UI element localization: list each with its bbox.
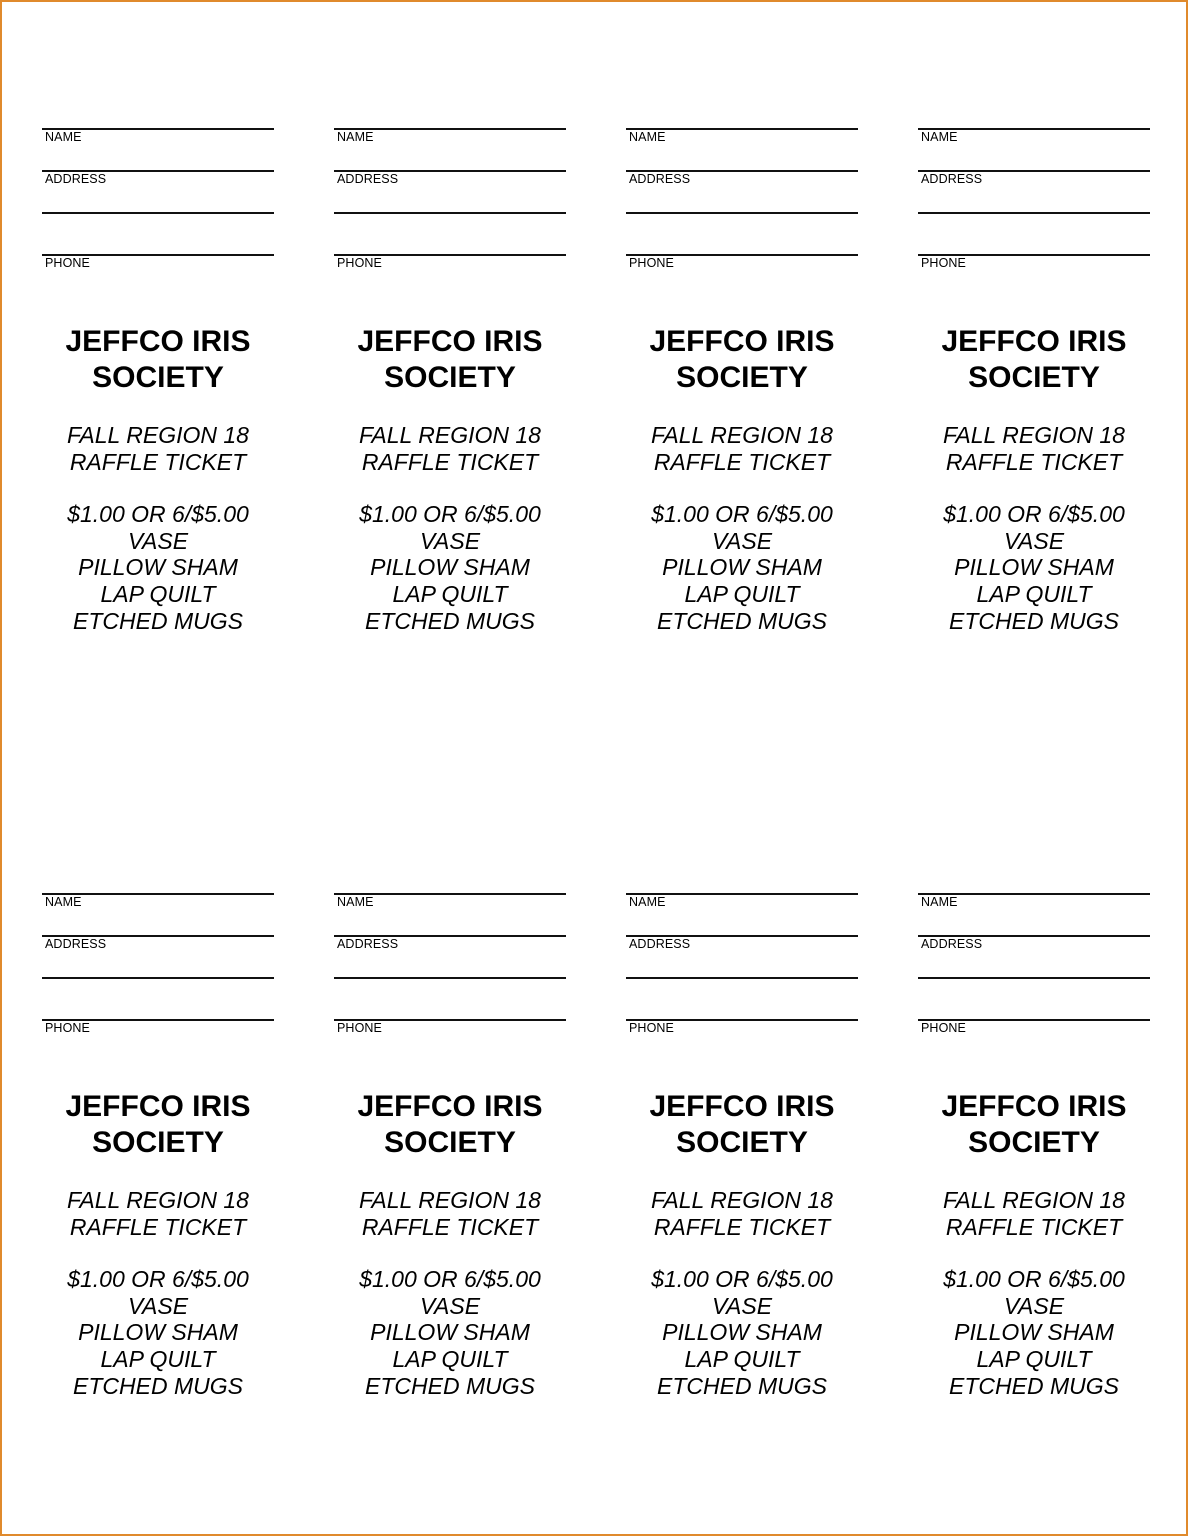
org-line-2: SOCIETY (676, 361, 808, 394)
prize-item: ETCHED MUGS (365, 607, 535, 634)
address-label: ADDRESS (45, 172, 107, 186)
org-line-1: JEFFCO IRIS (941, 1090, 1127, 1123)
org-line-1: JEFFCO IRIS (357, 325, 543, 358)
price-text: $1.00 OR 6/$5.00 (651, 1266, 833, 1293)
address-line-2 (918, 212, 1150, 214)
prize-item: ETCHED MUGS (657, 607, 827, 634)
ticket-details (606, 422, 878, 634)
ticket-details (898, 1187, 1170, 1399)
org-line-2: SOCIETY (384, 361, 516, 394)
price-text: $1.00 OR 6/$5.00 (943, 501, 1125, 528)
org-line-1: JEFFCO IRIS (65, 325, 251, 358)
address-label: ADDRESS (921, 172, 983, 186)
event-line-2: RAFFLE TICKET (653, 448, 831, 475)
organization-title (314, 1089, 586, 1161)
prize-item: VASE (419, 1292, 481, 1319)
event-line-2: RAFFLE TICKET (361, 1213, 539, 1240)
event-line-2: RAFFLE TICKET (945, 448, 1123, 475)
event-line-2: RAFFLE TICKET (945, 1213, 1123, 1240)
prize-item: LAP QUILT (392, 580, 508, 607)
event-line-1: FALL REGION 18 (359, 1187, 541, 1213)
address-line-2 (918, 977, 1150, 979)
address-label: ADDRESS (921, 937, 983, 951)
event-line-1: FALL REGION 18 (651, 1187, 833, 1213)
event-line-2: RAFFLE TICKET (653, 1213, 831, 1240)
prize-item: ETCHED MUGS (73, 607, 243, 634)
prize-item: ETCHED MUGS (365, 1372, 535, 1399)
prize-item: ETCHED MUGS (73, 1372, 243, 1399)
prize-item: VASE (127, 527, 189, 554)
address-label: ADDRESS (337, 172, 399, 186)
organization-title (606, 1089, 878, 1161)
prize-item: LAP QUILT (100, 580, 216, 607)
organization-title (898, 1089, 1170, 1161)
ticket-details (22, 1187, 294, 1399)
prize-item: LAP QUILT (392, 1345, 508, 1372)
name-label: NAME (629, 895, 666, 909)
prize-item: VASE (711, 1292, 773, 1319)
price-text: $1.00 OR 6/$5.00 (359, 501, 541, 528)
org-line-2: SOCIETY (92, 361, 224, 394)
event-line-2: RAFFLE TICKET (361, 448, 539, 475)
event-line-1: FALL REGION 18 (67, 1187, 249, 1213)
org-line-1: JEFFCO IRIS (65, 1090, 251, 1123)
name-label: NAME (629, 130, 666, 144)
phone-label: PHONE (337, 1021, 382, 1035)
organization-title (22, 1089, 294, 1161)
event-line-1: FALL REGION 18 (651, 422, 833, 448)
address-line-2 (42, 212, 274, 214)
prize-item: LAP QUILT (684, 580, 800, 607)
prize-item: LAP QUILT (100, 1345, 216, 1372)
name-label: NAME (337, 130, 374, 144)
ticket-details (22, 422, 294, 634)
phone-label: PHONE (337, 256, 382, 270)
address-label: ADDRESS (337, 937, 399, 951)
org-line-2: SOCIETY (92, 1126, 224, 1159)
prize-item: PILLOW SHAM (78, 1319, 238, 1346)
organization-title (22, 324, 294, 396)
event-line-2: RAFFLE TICKET (69, 1213, 247, 1240)
prize-item: VASE (711, 527, 773, 554)
address-line-2 (42, 977, 274, 979)
name-label: NAME (45, 895, 82, 909)
address-line-2 (334, 977, 566, 979)
event-line-1: FALL REGION 18 (943, 422, 1125, 448)
event-line-1: FALL REGION 18 (67, 422, 249, 448)
org-line-1: JEFFCO IRIS (649, 325, 835, 358)
name-label: NAME (337, 895, 374, 909)
address-label: ADDRESS (629, 172, 691, 186)
prize-item: PILLOW SHAM (370, 1319, 530, 1346)
prize-item: PILLOW SHAM (662, 554, 822, 581)
prize-item: PILLOW SHAM (370, 554, 530, 581)
event-line-1: FALL REGION 18 (359, 422, 541, 448)
organization-title (898, 324, 1170, 396)
prize-item: VASE (1003, 1292, 1065, 1319)
price-text: $1.00 OR 6/$5.00 (651, 501, 833, 528)
prize-item: VASE (419, 527, 481, 554)
name-label: NAME (921, 895, 958, 909)
prize-item: PILLOW SHAM (78, 554, 238, 581)
organization-title (606, 324, 878, 396)
phone-label: PHONE (45, 1021, 90, 1035)
prize-item: LAP QUILT (976, 580, 1092, 607)
org-line-2: SOCIETY (968, 361, 1100, 394)
org-line-2: SOCIETY (384, 1126, 516, 1159)
prize-item: PILLOW SHAM (954, 554, 1114, 581)
org-line-1: JEFFCO IRIS (649, 1090, 835, 1123)
prize-item: ETCHED MUGS (949, 1372, 1119, 1399)
price-text: $1.00 OR 6/$5.00 (943, 1266, 1125, 1293)
ticket-details (898, 422, 1170, 634)
ticket-details (314, 422, 586, 634)
organization-title (314, 324, 586, 396)
ticket-details (314, 1187, 586, 1399)
price-text: $1.00 OR 6/$5.00 (67, 501, 249, 528)
price-text: $1.00 OR 6/$5.00 (67, 1266, 249, 1293)
prize-item: PILLOW SHAM (954, 1319, 1114, 1346)
price-text: $1.00 OR 6/$5.00 (359, 1266, 541, 1293)
address-label: ADDRESS (45, 937, 107, 951)
prize-item: LAP QUILT (976, 1345, 1092, 1372)
event-line-2: RAFFLE TICKET (69, 448, 247, 475)
prize-item: VASE (127, 1292, 189, 1319)
prize-item: LAP QUILT (684, 1345, 800, 1372)
prize-item: PILLOW SHAM (662, 1319, 822, 1346)
phone-label: PHONE (921, 256, 966, 270)
name-label: NAME (921, 130, 958, 144)
address-label: ADDRESS (629, 937, 691, 951)
phone-label: PHONE (921, 1021, 966, 1035)
prize-item: ETCHED MUGS (657, 1372, 827, 1399)
phone-label: PHONE (629, 1021, 674, 1035)
ticket-details (606, 1187, 878, 1399)
prize-item: ETCHED MUGS (949, 607, 1119, 634)
org-line-1: JEFFCO IRIS (357, 1090, 543, 1123)
address-line-2 (626, 977, 858, 979)
prize-item: VASE (1003, 527, 1065, 554)
address-line-2 (334, 212, 566, 214)
address-line-2 (626, 212, 858, 214)
phone-label: PHONE (45, 256, 90, 270)
org-line-1: JEFFCO IRIS (941, 325, 1127, 358)
org-line-2: SOCIETY (676, 1126, 808, 1159)
name-label: NAME (45, 130, 82, 144)
org-line-2: SOCIETY (968, 1126, 1100, 1159)
phone-label: PHONE (629, 256, 674, 270)
event-line-1: FALL REGION 18 (943, 1187, 1125, 1213)
